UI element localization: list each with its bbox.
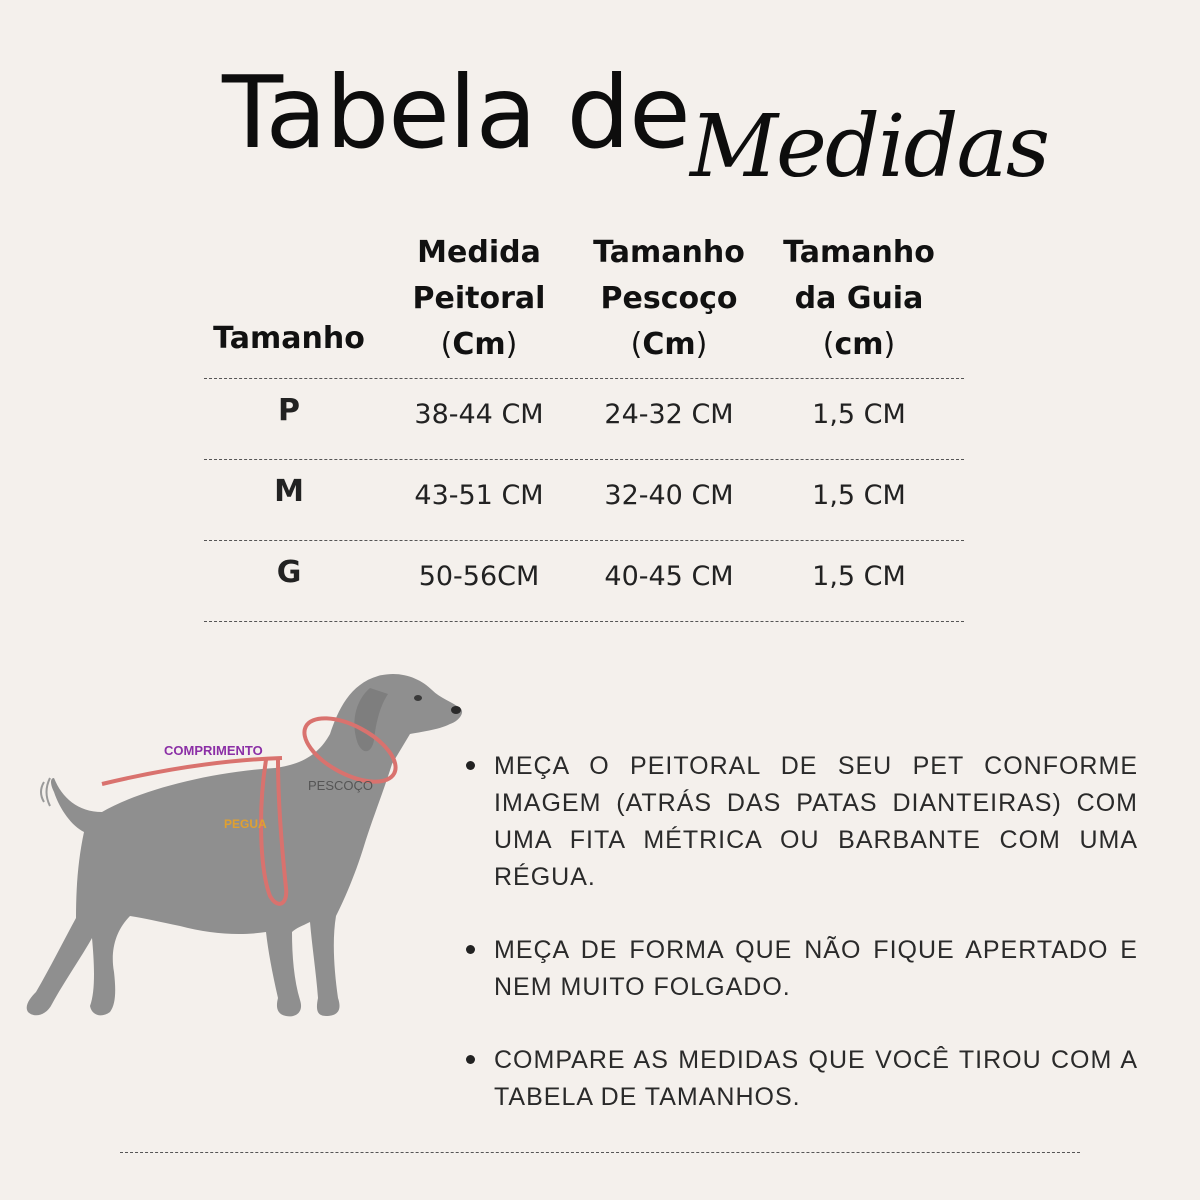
list-item: MEÇA O PEITORAL DE SEU PET CONFORME IMAGEM (ATRÁS DAS PATAS DIANTEIRAS) COM UMA FITA MÉTRICA OU BARBANTE COM UMA RÉGUA. (466, 748, 1138, 896)
bullet-icon (466, 1055, 475, 1064)
table-row (204, 378, 964, 459)
size-cell: G (276, 555, 302, 590)
chest-cell: 38-44 CM (414, 399, 544, 430)
neck-cell: 24-32 CM (604, 399, 734, 430)
neck-cell: 32-40 CM (604, 480, 734, 511)
table-row (204, 459, 964, 540)
header-neck: Tamanho Pescoço (Cm) (593, 235, 745, 362)
instructions-list (466, 748, 1138, 1116)
leash-cell: 1,5 CM (812, 561, 906, 592)
page-title: Tabela de (222, 54, 690, 171)
table-row (204, 540, 964, 622)
dog-silhouette (27, 674, 462, 1016)
neck-cell: 40-45 CM (604, 561, 734, 592)
dog-measurement-illustration (20, 660, 470, 1030)
header-chest: Medida Peitoral (Cm) (412, 235, 546, 362)
bullet-icon (466, 945, 475, 954)
size-cell: M (274, 474, 304, 509)
chest-cell: 50-56CM (418, 561, 540, 592)
page-title-script: Medidas (690, 97, 1048, 197)
list-item: MEÇA DE FORMA QUE NÃO FIQUE APERTADO E NEM MUITO FOLGADO. (466, 932, 1138, 1006)
dog-nose (451, 706, 461, 714)
leash-cell: 1,5 CM (812, 399, 906, 430)
motion-mark (47, 778, 51, 806)
list-item: COMPARE AS MEDIDAS QUE VOCÊ TIROU COM A TABELA DE TAMANHOS. (466, 1042, 1138, 1116)
leash-cell: 1,5 CM (812, 480, 906, 511)
bullet-icon (466, 761, 475, 770)
header-leash: Tamanho da Guia (cm) (783, 235, 935, 362)
size-cell: P (278, 393, 300, 428)
chest-label: PEGUA (224, 817, 267, 831)
table-header (204, 230, 964, 378)
neck-label: PESCOÇO (308, 778, 374, 793)
dog-eye (414, 695, 422, 701)
motion-mark (41, 782, 44, 802)
footer-divider (120, 1152, 1080, 1153)
length-label: COMPRIMENTO (164, 743, 263, 758)
header-size: Tamanho (213, 321, 365, 356)
chest-cell: 43-51 CM (414, 480, 544, 511)
size-table (204, 230, 964, 622)
